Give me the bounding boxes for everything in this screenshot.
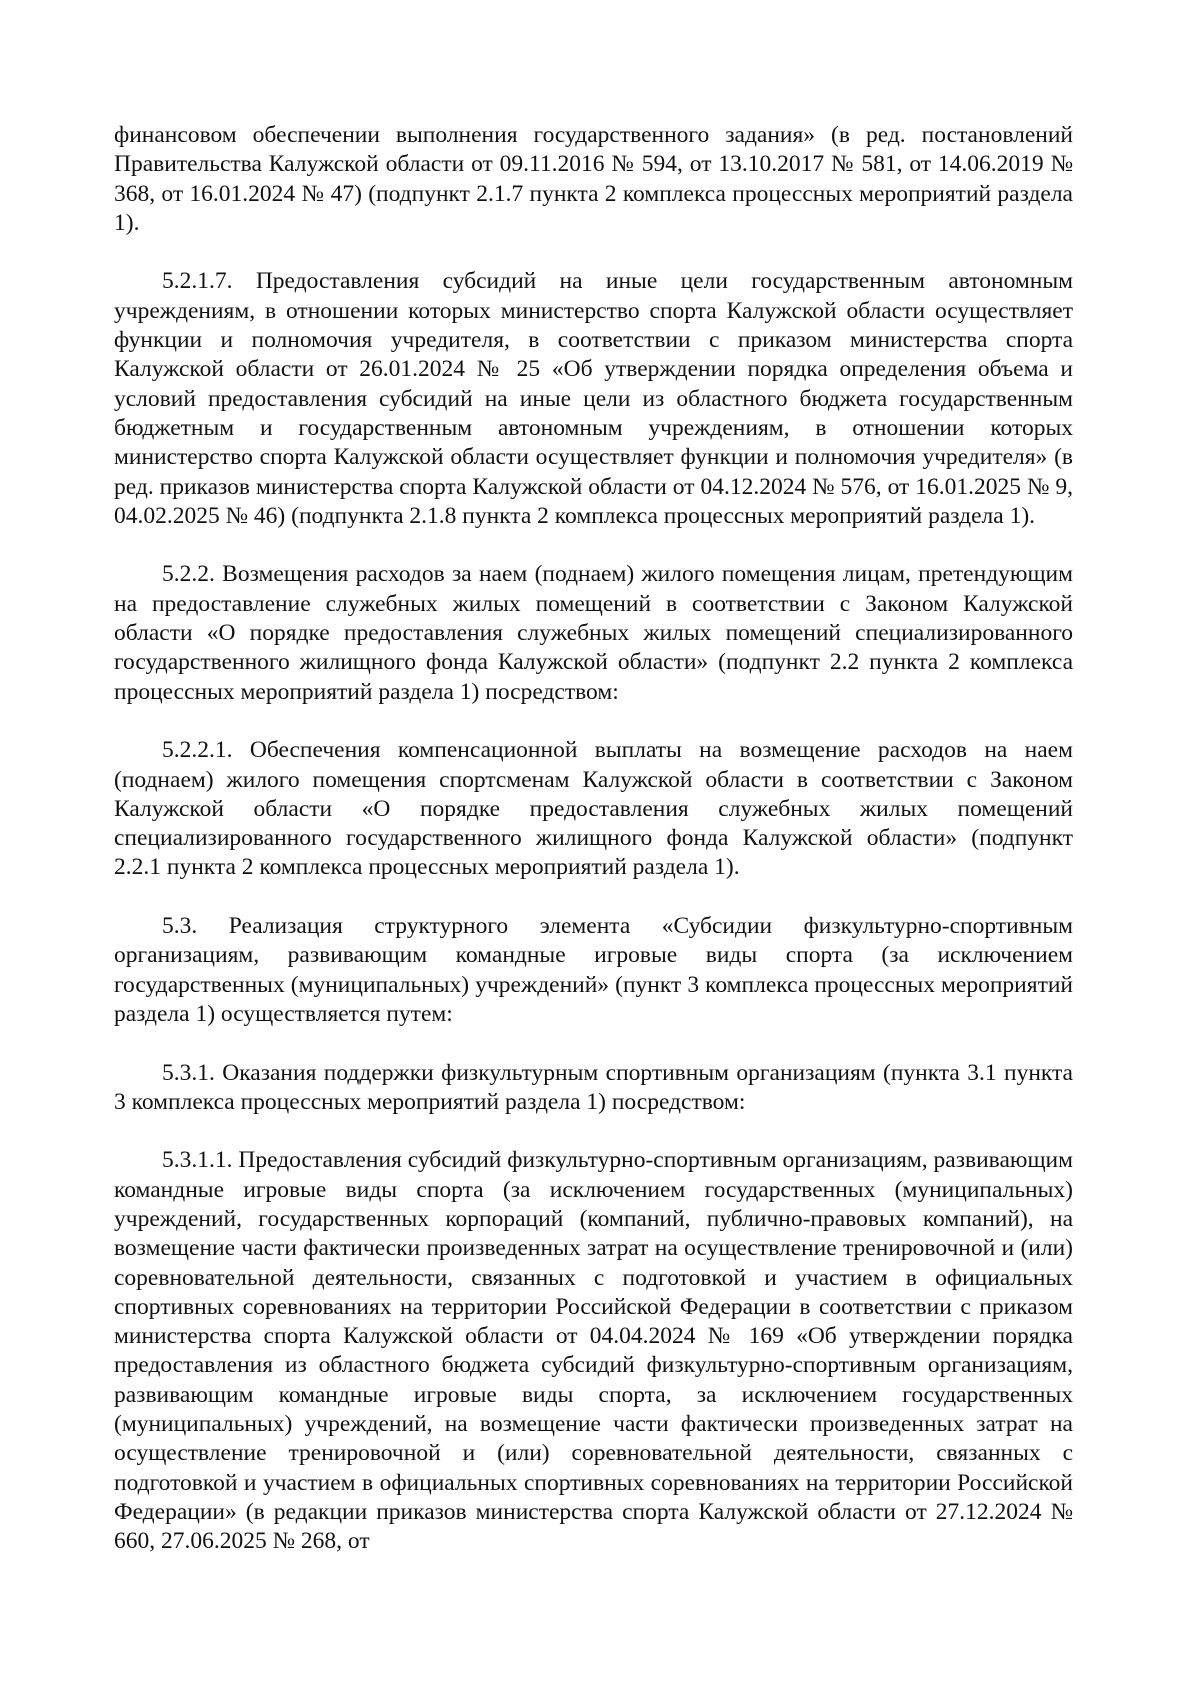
paragraph-5-2-2-1: 5.2.2.1. Обеспечения компенсационной выплаты на возмещение расходов на наем (поднаем) жилого помещения спортсменам Калужской области в соответствии с Законом Калужской области «О порядке предоставления служебных жилых помещений специализированного государственного жилищного фонда Калужской области» (подпункт 2.2.1 пункта 2 комплекса процессных мероприятий раздела 1). [114,737,1073,881]
paragraph-5-3: 5.3. Реализация структурного элемента «Субсидии физкультурно-спортивным организациям, развивающим командные игровые виды спорта (за исключением государственных (муниципальных) учреждений» (пункт 3 комплекса процессных мероприятий раздела 1) осуществляется путем: [114,913,1073,1027]
paragraph-5-2-2: 5.2.2. Возмещения расходов за наем (поднаем) жилого помещения лицам, претендующим на предоставление служебных жилых помещений в соответствии с Законом Калужской области «О порядке предоставления служебных жилых помещений специализированного государственного жилищного фонда Калужской области» (подпункт 2.2 пункта 2 комплекса процессных мероприятий раздела 1) посредством: [114,561,1073,705]
paragraph-5-2-1-7: 5.2.1.7. Предоставления субсидий на иные цели государственным автономным учреждениям, в отношении которых министерство спорта Калужской области осуществляет функции и полномочия учредителя, в соответствии с приказом министерства спорта Калужской области от 26.01.2024 № 25 «Об утверждении порядка определения объема и условий предоставления субсидий на иные цели из областного бюджета государственным бюджетным и государственным автономным учреждениям, в отношении которых министерство спорта Калужской области осуществляет функции и полномочия учредителя» (в ред. приказов министерства спорта Калужской области от 04.12.2024 № 576, от 16.01.2025 № 9, 04.02.2025 № 46) (подпункта 2.1.8 пункта 2 комплекса процессных мероприятий раздела 1). [114,268,1073,529]
paragraph-5-3-1-1: 5.3.1.1. Предоставления субсидий физкультурно-спортивным организациям, развивающим командные игровые виды спорта (за исключением государственных (муниципальных) учреждений, государственных корпораций (компаний, публично-правовых компаний), на возмещение части фактически произведенных затрат на осуществление тренировочной и (или) соревновательной деятельности, связанных с подготовкой и участием в официальных спортивных соревнованиях на территории Российской Федерации в соответствии с приказом министерства спорта Калужской области от 04.04.2024 № 169 «Об утверждении порядка предоставления из областного бюджета субсидий физкультурно-спортивным организациям, развивающим командные игровые виды спорта, за исключением государственных (муниципальных) учреждений, на возмещение части фактически произведенных затрат на осуществление тренировочной и (или) соревновательной деятельности, связанных с подготовкой и участием в официальных спортивных соревнованиях на территории Российской Федерации» (в редакции приказов министерства спорта Калужской области от 27.12.2024 № 660, 27.06.2025 № 268, от [114,1147,1073,1555]
paragraph-continuation: финансовом обеспечении выполнения государственного задания» (в ред. постановлений Правительства Калужской области от 09.11.2016 № 594, от 13.10.2017 № 581, от 14.06.2019 № 368, от 16.01.2024 № 47) (подпункт 2.1.7 пункта 2 комплекса процессных мероприятий раздела 1). [114,122,1073,236]
document-body [114,121,1073,1557]
paragraph-5-3-1: 5.3.1. Оказания поддержки физкультурным спортивным организациям (пункта 3.1 пункта 3 комплекса процессных мероприятий раздела 1) посредством: [114,1059,1073,1115]
